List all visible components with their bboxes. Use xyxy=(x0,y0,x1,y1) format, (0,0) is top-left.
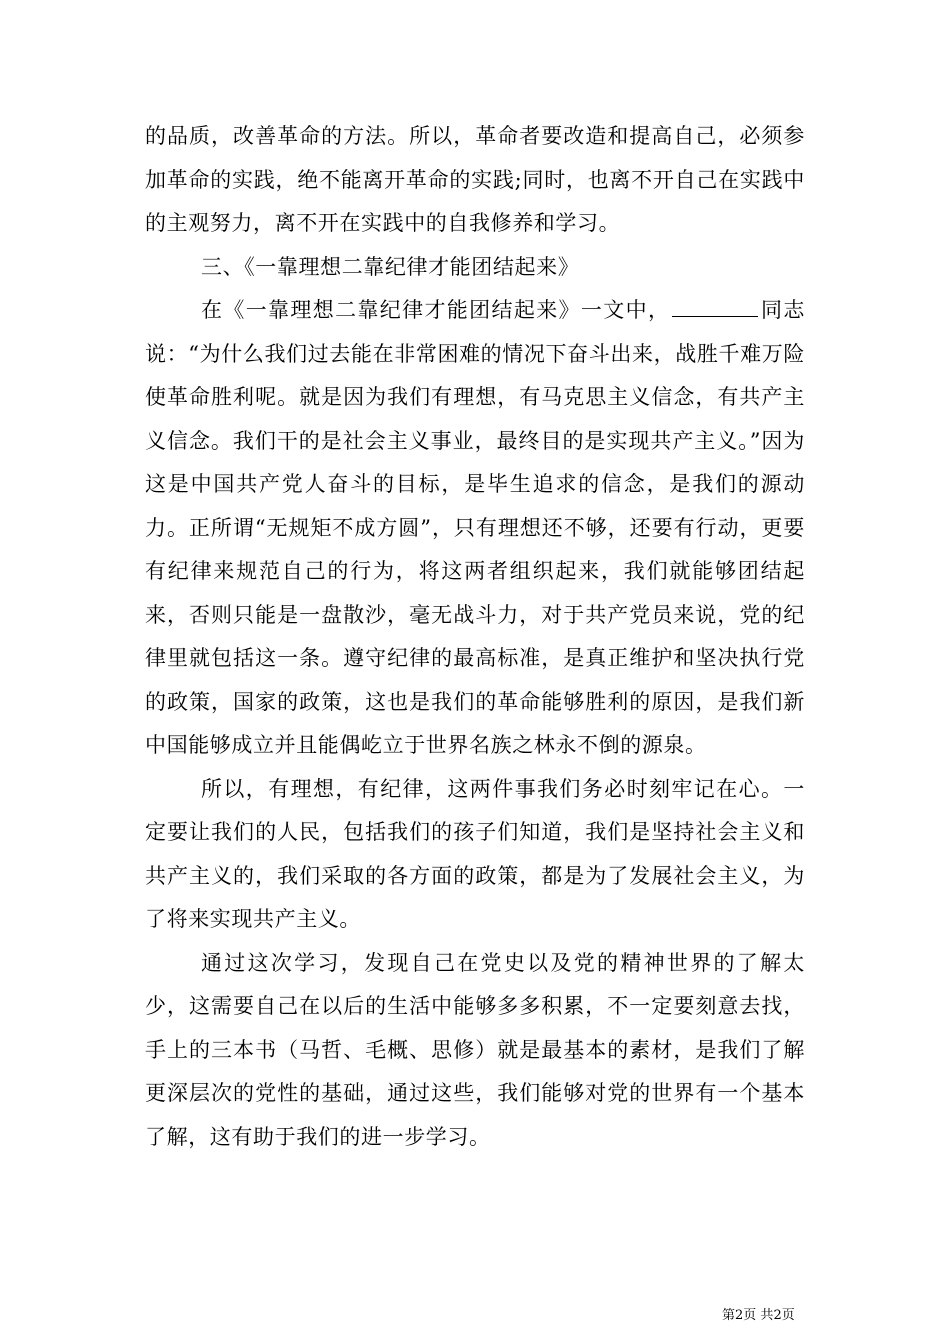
paragraph-2 xyxy=(145,289,805,768)
footer-current-page: 2 xyxy=(735,1308,744,1323)
footer-prefix: 第 xyxy=(722,1308,736,1323)
paragraph-3: 所以，有理想，有纪律，这两件事我们务必时刻牢记在心。一定要让我们的人民，包括我们的孩子们知道，我们是坚持社会主义和共产主义的，我们采取的各方面的政策，都是为了发展社会主义，为了将来实现共产主义。 xyxy=(145,776,805,931)
footer-suffix: 页 xyxy=(781,1308,795,1323)
footer-total-pages: 2 xyxy=(773,1308,782,1323)
paragraph-2-body: 同志说：“为什么我们过去能在非常困难的情况下奋斗出来，战胜千难万险使革命胜利呢。就是因为我们有理想，有马克思主义信念，有共产主义信念。我们干的是社会主义事业，最终目的是实现共产主义。”因为这是中国共产党人奋斗的目标，是毕生追求的信念，是我们的源动力。正所谓“无规矩不成方圆”，只有理想还不够，还要有行动，更要有纪律来规范自己的行为，将这两者组织起来，我们就能够团结起来，否则只能是一盘散沙，毫无战斗力，对于共产党员来说，党的纪律里就包括这一条。遵守纪律的最高标准，是真正维护和坚决执行党的政策，国家的政策，这也是我们的革命能够胜利的原因，是我们新中国能够成立并且能偶屹立于世界名族之林永不倒的源泉。 xyxy=(145,298,805,757)
paragraph-1: 的品质，改善革命的方法。所以，革命者要改造和提高自己，必须参加革命的实践，绝不能离开革命的实践;同时，也离不开自己在实践中的主观努力，离不开在实践中的自我修养和学习。 xyxy=(145,124,805,235)
paragraph-2-lead: 在《一靠理想二靠纪律才能团结起来》一文中， xyxy=(201,298,671,322)
footer-middle: 页 共 xyxy=(743,1308,774,1323)
fill-in-blank xyxy=(672,315,758,317)
section-heading-3: 三、《一靠理想二靠纪律才能团结起来》 xyxy=(201,254,580,279)
page-footer xyxy=(722,1308,795,1324)
paragraph-4: 通过这次学习，发现自己在党史以及党的精神世界的了解太少，这需要自己在以后的生活中能够多多积累，不一定要刻意去找，手上的三本书（马哲、毛概、思修）就是最基本的素材，是我们了解更深层次的党性的基础，通过这些，我们能够对党的世界有一个基本了解，这有助于我们的进一步学习。 xyxy=(145,950,805,1149)
document-body xyxy=(145,115,805,1159)
